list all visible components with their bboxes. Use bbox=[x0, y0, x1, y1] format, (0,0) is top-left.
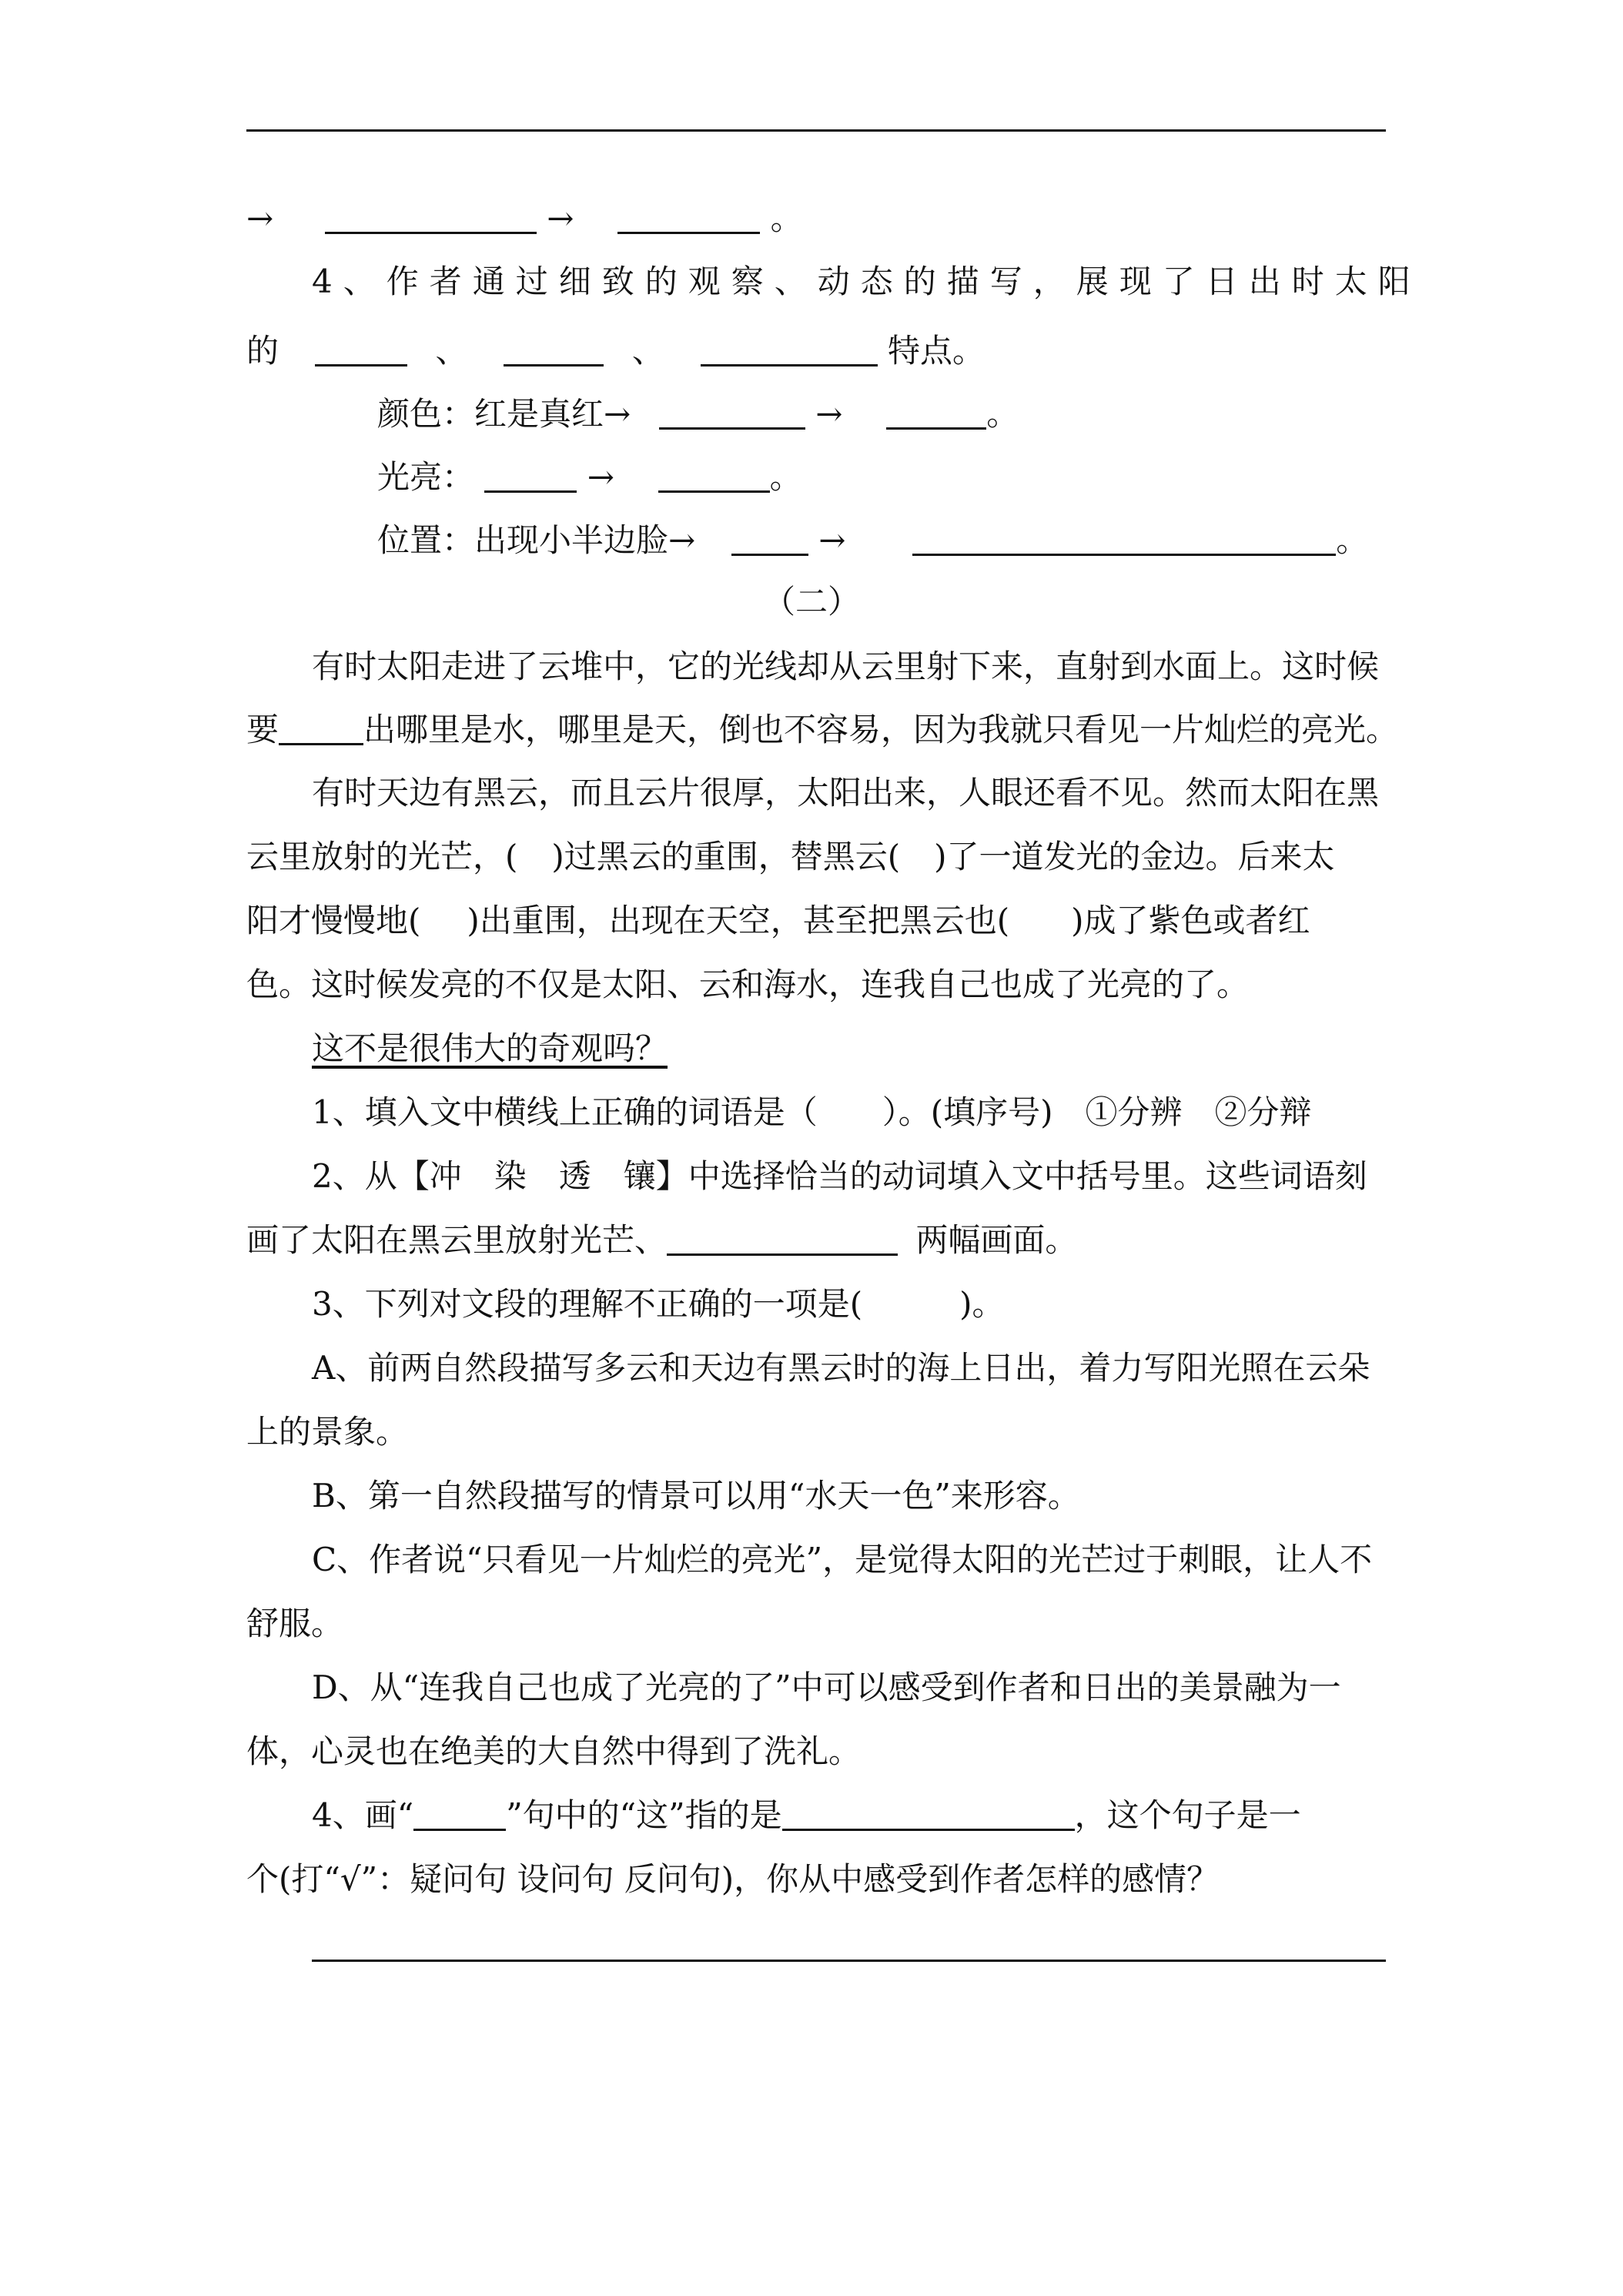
question-4-line-2: 的 、 、 特点。 bbox=[246, 328, 1386, 374]
answer-blank[interactable] bbox=[701, 329, 878, 366]
question-4b-line-2: 个(打“√”：疑问句 设问句 反问句)，你从中感受到作者怎样的感情？ bbox=[246, 1860, 1220, 1898]
answer-blank[interactable] bbox=[484, 455, 577, 493]
arrow-icon: → bbox=[668, 521, 696, 559]
passage-paragraph-1-cont: 要 出哪里是水，哪里是天，倒也不容易，因为我就只看见一片灿烂的亮光。 bbox=[246, 707, 1386, 753]
option-b[interactable]: B、第一自然段描写的情景可以用“水天一色”来形容。 bbox=[312, 1477, 1080, 1514]
option-d-line-1[interactable]: D、从“连我自己也成了光亮的了”中可以感受到作者和日出的美景融为一 bbox=[312, 1668, 1341, 1706]
answer-blank[interactable] bbox=[667, 1218, 898, 1256]
option-d-line-2: 体，心灵也在绝美的大自然中得到了洗礼。 bbox=[246, 1732, 862, 1770]
brightness-line: 光亮： → 。 bbox=[377, 454, 1517, 500]
question-4b-line-1: 4、画“ ”句中的“这”指的是 ，这个句子是一 bbox=[312, 1792, 1451, 1839]
passage-paragraph-2: 有时天边有黑云，而且云片很厚，太阳出来，人眼还看不见。然而太阳在黑 bbox=[312, 774, 1380, 812]
option-c-line-1[interactable]: C、作者说“只看见一片灿烂的亮光”，是觉得太阳的光芒过于刺眼，让人不 bbox=[312, 1541, 1373, 1578]
option-a-line-1[interactable]: A、前两自然段描写多云和天边有黑云时的海上日出，着力写阳光照在云朵 bbox=[312, 1349, 1370, 1387]
question-4-line-1: 4、作者通过细致的观察、动态的描写，展现了日出时太阳 bbox=[312, 263, 1421, 300]
sequence-line: → → 。 bbox=[246, 196, 1386, 242]
arrow-icon: → bbox=[815, 395, 843, 433]
passage-paragraph-2-line-2: 云里放射的光芒，( )过黑云的重围，替黑云( )了一道发光的金边。后来太 bbox=[246, 838, 1335, 875]
answer-blank[interactable] bbox=[617, 196, 760, 234]
answer-blank[interactable] bbox=[912, 518, 1336, 556]
answer-blank[interactable] bbox=[731, 518, 808, 556]
answer-blank[interactable] bbox=[659, 392, 805, 430]
question-3: 3、下列对文段的理解不正确的一项是( )。 bbox=[312, 1285, 1005, 1323]
answer-blank[interactable] bbox=[658, 455, 770, 493]
position-line: 位置：出现小半边脸→ → 。 bbox=[377, 517, 1517, 564]
top-rule bbox=[246, 129, 1386, 132]
question-2-line-2: 画了太阳在黑云里放射光芒、 两幅画面。 bbox=[246, 1217, 1386, 1263]
option-c-line-2: 舒服。 bbox=[246, 1605, 344, 1642]
answer-blank[interactable] bbox=[886, 392, 986, 430]
arrow-icon: → bbox=[587, 458, 614, 496]
option-a-line-2: 上的景象。 bbox=[246, 1413, 409, 1451]
answer-blank[interactable] bbox=[504, 329, 604, 366]
question-2-line-1: 2、从【冲 染 透 镶】中选择恰当的动词填入文中括号里。这些词语刻 bbox=[312, 1157, 1367, 1195]
section-heading: （二） bbox=[762, 583, 860, 621]
passage-paragraph-2-line-4: 色。这时候发亮的不仅是太阳、云和海水，连我自己也成了光亮的了。 bbox=[246, 966, 1250, 1003]
answer-blank[interactable] bbox=[279, 708, 363, 745]
answer-blank[interactable] bbox=[315, 329, 407, 366]
arrow-icon: → bbox=[818, 521, 846, 559]
arrow-icon: → bbox=[604, 395, 631, 433]
passage-paragraph-1: 有时太阳走进了云堆中，它的光线却从云里射下来，直射到水面上。这时候 bbox=[312, 648, 1380, 685]
color-line: 颜色：红是真红→ → 。 bbox=[377, 391, 1517, 437]
arrow-icon: → bbox=[246, 199, 274, 237]
answer-blank[interactable] bbox=[413, 1793, 506, 1831]
question-1: 1、填入文中横线上正确的词语是（ ）。(填序号) ①分辨 ②分辩 bbox=[312, 1093, 1312, 1131]
answer-line[interactable] bbox=[312, 1960, 1386, 1962]
answer-blank[interactable] bbox=[782, 1793, 1075, 1831]
passage-paragraph-3: 这不是很伟大的奇观吗？ bbox=[312, 1029, 668, 1067]
arrow-icon: → bbox=[547, 199, 574, 237]
passage-paragraph-2-line-3: 阳才慢慢地( )出重围，出现在天空，甚至把黑云也( )成了紫色或者红 bbox=[246, 902, 1310, 939]
answer-blank[interactable] bbox=[325, 196, 537, 234]
